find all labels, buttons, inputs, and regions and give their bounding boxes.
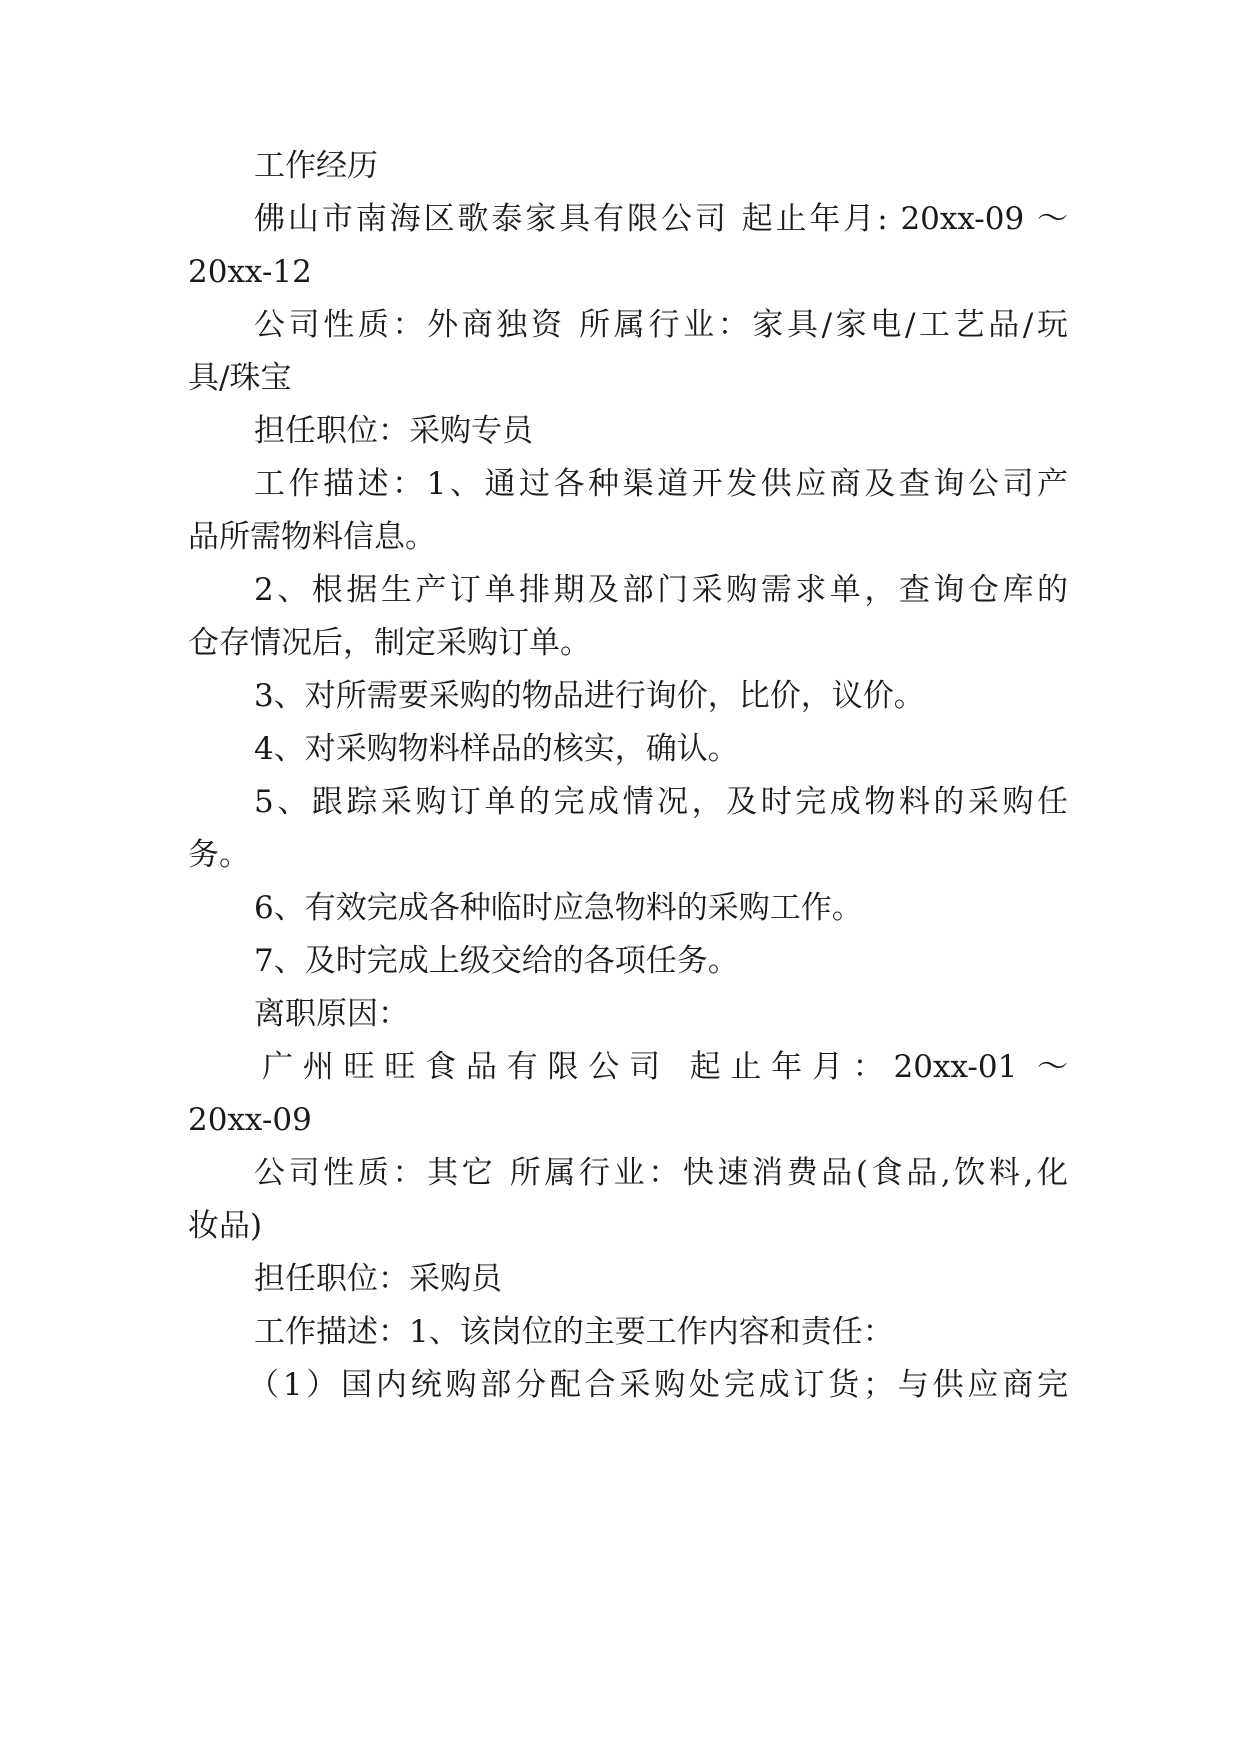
company-2-industry-cont: 妆品)	[188, 1208, 263, 1244]
company-1-duty-1-cont: 品所需物料信息。	[188, 519, 436, 555]
company-1-nature-industry: 公司性质：外商独资 所属行业：家具/家电/工艺品/玩	[254, 307, 1068, 343]
company-1-duty-2-cont: 仓存情况后，制定采购订单。	[188, 625, 591, 661]
company-1-name-period: 佛山市南海区歌泰家具有限公司 起止年月: 20xx-09 ～	[254, 201, 1068, 237]
company-1-duty-6: 6、有效完成各种临时应急物料的采购工作。	[254, 890, 863, 926]
company-2-nature-industry: 公司性质：其它 所属行业：快速消费品(食品,饮料,化	[254, 1155, 1068, 1191]
company-1-duty-7: 7、及时完成上级交给的各项任务。	[254, 943, 739, 979]
company-1-period-end: 20xx-12	[188, 254, 312, 290]
company-2-period-end: 20xx-09	[188, 1102, 312, 1138]
section-heading-work-experience: 工作经历	[254, 148, 378, 184]
company-2-duty-1: （1）国内统购部分配合采购处完成订货；与供应商完	[248, 1367, 1068, 1403]
company-1-duty-5: 5、跟踪采购订单的完成情况，及时完成物料的采购任	[254, 784, 1068, 820]
company-1-position: 担任职位：采购专员	[254, 413, 533, 449]
company-1-duty-1: 工作描述：1、通过各种渠道开发供应商及查询公司产	[254, 466, 1068, 502]
company-1-industry-cont: 具/珠宝	[188, 360, 292, 396]
company-1-duty-2: 2、根据生产订单排期及部门采购需求单，查询仓库的	[254, 572, 1068, 608]
company-1-duty-3: 3、对所需要采购的物品进行询价，比价，议价。	[254, 678, 925, 714]
company-2-position: 担任职位：采购员	[254, 1261, 502, 1297]
company-1-duty-4: 4、对采购物料样品的核实，确认。	[254, 731, 739, 767]
company-2-name-period: 广州旺旺食品有限公司 起止年月：20xx-01 ～	[262, 1049, 1068, 1085]
company-1-duty-5-cont: 务。	[188, 837, 250, 873]
company-1-leave-reason: 离职原因：	[254, 996, 409, 1032]
company-2-duty-intro: 工作描述：1、该岗位的主要工作内容和责任：	[254, 1314, 894, 1350]
